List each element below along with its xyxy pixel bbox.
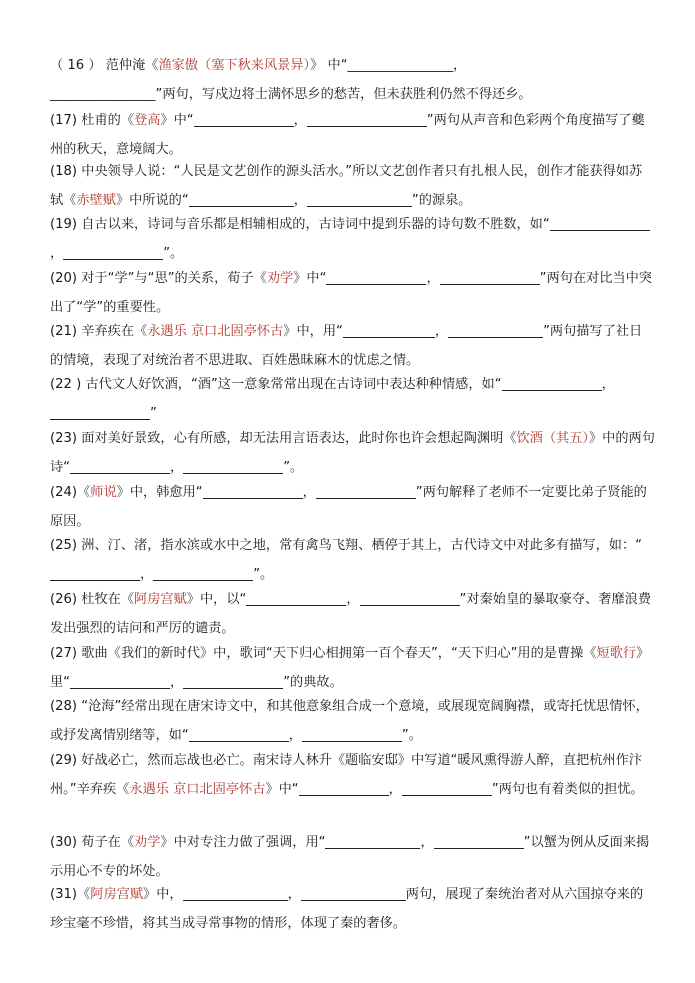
- question-text: ”两句从声音和色彩两个角度描写了夔州的秋天，意境阔大。: [50, 113, 645, 157]
- answer-blank-2[interactable]: [448, 322, 543, 338]
- answer-blank-1[interactable]: [183, 885, 288, 901]
- poem-title: 阿房宫赋: [134, 592, 187, 607]
- question-text: ”两句也有着类似的担忧。: [491, 782, 644, 797]
- question-21: [50, 317, 655, 375]
- separator: ，: [346, 592, 360, 607]
- answer-blank-2[interactable]: [183, 673, 283, 689]
- question-text: 》中所说的“: [115, 193, 189, 208]
- question-text: (18) 中央领导人说：“人民是文艺创作的源头活水。”所以文艺创作者只有扎根人民，创作才能获得如苏轼《: [50, 164, 643, 208]
- question-text: 》中，以“: [186, 592, 247, 607]
- answer-blank-1[interactable]: [246, 590, 346, 606]
- separator: ，: [302, 485, 316, 500]
- poem-title: 劝学: [134, 835, 161, 850]
- question-text: ”两句在对比当中突出了“学”的重要性。: [50, 271, 652, 315]
- separator: ，: [140, 567, 154, 582]
- poem-title: 登高: [134, 113, 161, 128]
- answer-blank-2[interactable]: [183, 458, 283, 474]
- separator: ，: [388, 782, 402, 797]
- separator: ，: [426, 271, 440, 286]
- question-text: 》里“: [50, 646, 650, 690]
- separator: ，: [287, 887, 301, 902]
- answer-blank-1[interactable]: [343, 322, 435, 338]
- question-28: [50, 692, 655, 750]
- answer-blank-1[interactable]: [70, 458, 170, 474]
- question-text: (29) 好战必亡，然而忘战也必亡。南宋诗人林升《题临安邸》中写道“暖风熏得游人醉，直把杭州作汴州。”辛弃疾《: [50, 753, 642, 797]
- question-text: (20) 对于“学”与“思”的关系，荀子《: [50, 271, 267, 286]
- answer-blank-2[interactable]: [440, 269, 540, 285]
- answer-blank-1[interactable]: [325, 833, 420, 849]
- question-text: ”两句描写了社日的情境，表现了对统治者不思进取、百姓愚昧麻木的忧虑之情。: [50, 324, 643, 368]
- separator: ，: [601, 377, 615, 392]
- question-18: [50, 157, 655, 215]
- poem-title: 赤壁赋: [76, 193, 116, 208]
- question-text: 》 中“: [310, 58, 348, 73]
- question-23: [50, 424, 655, 482]
- question-text: 》中，: [143, 887, 183, 902]
- answer-blank-2[interactable]: [316, 483, 416, 499]
- answer-blank-1[interactable]: [189, 726, 289, 742]
- question-text: 两句，展现了秦统治者对从六国掠夺来的珍宝毫不珍惜，将其当成寻常事物的情形，体现了秦的奢侈。: [50, 887, 644, 931]
- answer-blank-1[interactable]: [189, 191, 294, 207]
- question-text: ”以蟹为例从反面来揭示用心不专的坏处。: [50, 835, 650, 879]
- poem-title: 师说: [90, 485, 117, 500]
- question-text: 》中的两句诗“: [50, 431, 655, 475]
- question-text: (30) 荀子在《: [50, 835, 135, 850]
- answer-blank-1[interactable]: [50, 565, 140, 581]
- question-text: ”: [150, 406, 157, 421]
- answer-blank-2[interactable]: ________________: [50, 87, 156, 102]
- answer-blank-2[interactable]: [301, 885, 406, 901]
- answer-blank-1[interactable]: [326, 269, 426, 285]
- question-text: (27) 歌曲《我们的新时代》中，歌词“天下归心相拥第一百个春天”，“天下归心”用的是曹操《: [50, 646, 597, 661]
- question-text: (21) 辛弃疾在《: [50, 324, 148, 339]
- answer-blank-2[interactable]: [307, 111, 427, 127]
- separator: ，: [434, 324, 449, 339]
- separator: ，: [170, 675, 184, 690]
- question-text: 》中，韩愈用“: [116, 485, 203, 500]
- answer-blank-2[interactable]: [50, 404, 150, 420]
- question-25: [50, 531, 655, 589]
- answer-blank-1[interactable]: ________________: [347, 58, 454, 73]
- question-text: ”对秦始皇的暴取豪夺、奢靡浪费发出强烈的诘问和严厉的谴责。: [50, 592, 652, 636]
- answer-blank-1[interactable]: [70, 673, 170, 689]
- question-text: ”的源泉。: [411, 193, 472, 208]
- question-text: (31)《: [50, 887, 91, 902]
- question-text: 》中“: [293, 271, 327, 286]
- question-text: (17) 杜甫的《: [50, 113, 135, 128]
- separator: ，: [293, 113, 307, 128]
- answer-blank-1[interactable]: [550, 215, 650, 231]
- answer-blank-2[interactable]: [434, 833, 524, 849]
- question-31: [50, 880, 655, 938]
- question-text: （ 16 ） 范仲淹《: [50, 58, 159, 73]
- answer-blank-2[interactable]: [63, 244, 163, 260]
- question-text: (28) “沧海”经常出现在唐宋诗文中，和其他意象组合成一个意境，或展现宽阔胸襟，或寄托忧思情怀，或抒发离情别绪等，如“: [50, 699, 649, 743]
- separator: ，: [170, 460, 184, 475]
- question-30: [50, 828, 655, 886]
- answer-blank-1[interactable]: [299, 780, 389, 796]
- question-text: (26) 杜牧在《: [50, 592, 135, 607]
- poem-title: 劝学: [266, 271, 294, 286]
- question-17: [50, 106, 655, 164]
- question-text: (22 ) 古代文人好饮酒，“酒”这一意象常常出现在古诗词中表达种种情感，如“: [50, 377, 502, 392]
- poem-title: 永遇乐 京口北固亭怀古: [147, 324, 284, 339]
- separator: ，: [293, 193, 307, 208]
- answer-blank-1[interactable]: [194, 111, 294, 127]
- question-26: [50, 585, 655, 643]
- poem-title: 阿房宫赋: [90, 887, 144, 902]
- question-text: (25) 洲、汀、渚，指水滨或水中之地，常有禽鸟飞翔、栖停于其上，古代诗文中对此多有描写，如：“: [50, 538, 642, 553]
- answer-blank-1[interactable]: [203, 483, 303, 499]
- separator: ，: [50, 246, 64, 261]
- poem-title: 渔家傲（塞下秋来风景异）: [158, 58, 311, 73]
- question-24: [50, 478, 655, 536]
- question-text: (23) 面对美好景致，心有所感，却无法用言语表达，此时你也许会想起陶渊明《: [50, 431, 517, 446]
- poem-title: 饮酒（其五）: [516, 431, 589, 446]
- answer-blank-1[interactable]: [502, 375, 602, 391]
- question-text: ”。: [283, 460, 304, 475]
- question-text: (19) 自古以来，诗词与音乐都是相辅相成的，古诗词中提到乐器的诗句数不胜数，如“: [50, 217, 550, 232]
- answer-blank-2[interactable]: [360, 590, 460, 606]
- question-text: 》中对专注力做了强调，用“: [160, 835, 326, 850]
- question-text: ”。: [401, 728, 422, 743]
- question-text: ”两句，写戍边将士满怀思乡的愁苦，但未获胜利仍然不得还乡。: [155, 87, 532, 102]
- question-text: (24)《: [50, 485, 91, 500]
- question-text: 》中“: [265, 782, 299, 797]
- separator: ，: [420, 835, 434, 850]
- answer-blank-2[interactable]: [307, 191, 412, 207]
- question-27: [50, 639, 655, 697]
- question-text: 》中“: [160, 113, 194, 128]
- answer-blank-2[interactable]: [402, 780, 492, 796]
- question-text: ”。: [253, 567, 274, 582]
- question-text: ”。: [163, 246, 184, 261]
- answer-blank-2[interactable]: [302, 726, 402, 742]
- question-20: [50, 264, 655, 322]
- question-19: [50, 210, 655, 268]
- answer-blank-2[interactable]: [153, 565, 253, 581]
- separator: ，: [288, 728, 302, 743]
- question-text: ”两句解释了老师不一定要比弟子贤能的原因。: [50, 485, 647, 529]
- poem-title: 永遇乐 京口北固亭怀古: [129, 782, 266, 797]
- separator: ，: [453, 58, 467, 73]
- question-29: [50, 746, 655, 804]
- poem-title: 短歌行: [596, 646, 637, 661]
- question-text: 》中，用“: [283, 324, 343, 339]
- question-22: [50, 370, 655, 428]
- question-text: ”的典故。: [283, 675, 343, 690]
- question-16: [50, 51, 655, 109]
